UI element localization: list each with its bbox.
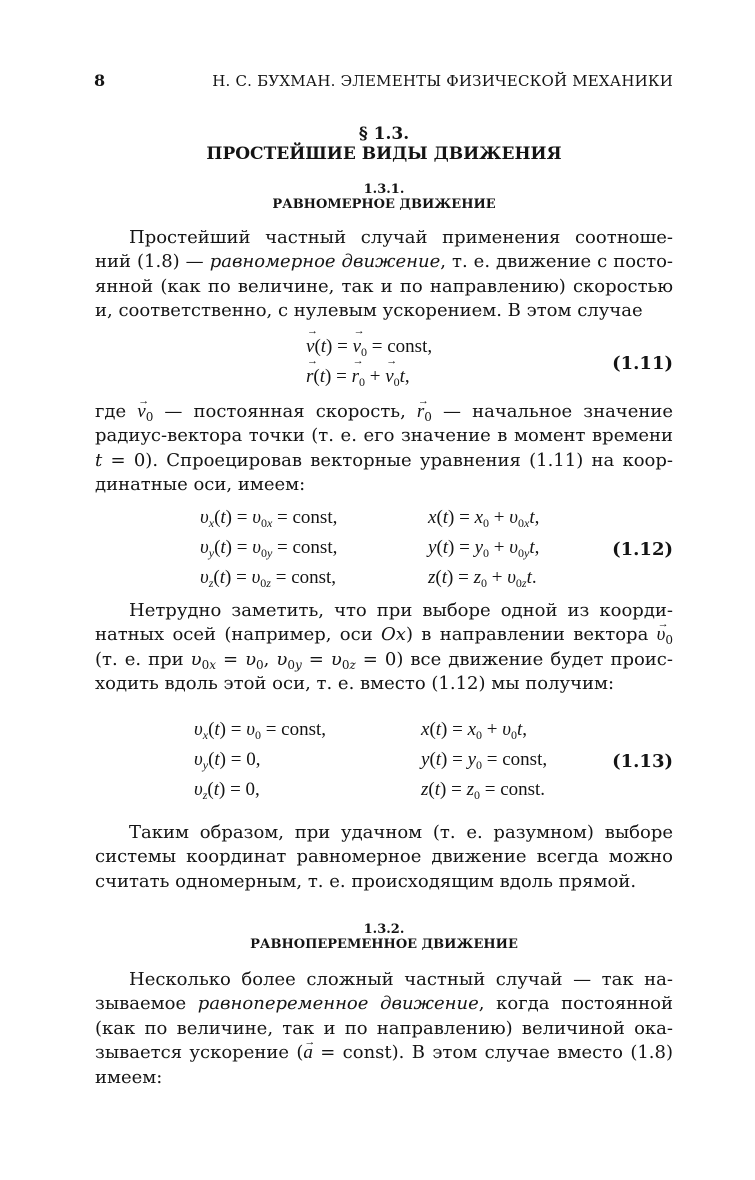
equation-1-11-line2: → r(t) = → $r_0$ + → $v_0t$, (306, 366, 410, 388)
equation-1-12-vy: $\upsilon_y(t) = \upsilon_{0y}$ = const, (200, 537, 338, 560)
text-line: Простейший частный случай применения соотноше- (129, 227, 673, 248)
section-title: ПРОСТЕЙШИЕ ВИДЫ ДВИЖЕНИЯ (206, 144, 562, 164)
equation-1-12-z: $z(t) = z_0 + \upsilon_{0z}t$. (428, 567, 537, 590)
text-line: зывается ускорение (→ a = const). В этом случае вместо (1.8) (95, 1041, 673, 1065)
paragraph-5 (95, 968, 673, 1090)
subsection-title: РАВНОПЕРЕМЕННОЕ ДВИЖЕНИЕ (250, 937, 518, 952)
equation-1-13-vz: $\upsilon_z(t) = 0$, (194, 779, 260, 802)
paragraph-4 (95, 821, 673, 894)
equation-1-12-x: $x(t) = x_0 + \upsilon_{0x}t$, (428, 507, 540, 530)
equation-1-13-z: $z(t) = z_0$ = const. (421, 779, 546, 802)
text-line: (как по величине, так и по направлению) величиной ока- (95, 1017, 673, 1039)
text-line: считать одномерным, т. е. происходящим вдоль прямой. (95, 870, 637, 892)
equation-number-1-11: (1.11) (612, 353, 673, 374)
equation-1-12-vz: $\upsilon_z(t) = \upsilon_{0z}$ = const, (200, 567, 337, 590)
text-line: Таким образом, при удачном (т. е. разумном) выборе (129, 822, 673, 843)
text-line: радиус-вектора точки (т. е. его значение в момент времени (95, 425, 673, 447)
text-line: где → $v_0$ — постоянная скорость, → $r_0$ — начальное значение (95, 400, 673, 424)
subsection-heading-2 (95, 922, 673, 952)
text-line: (т. е. при $\upsilon_{0x} = \upsilon_0$, $\upsilon_{0y} = \upsilon_{0z} = 0$) все движение будет проис- (95, 648, 673, 672)
section-heading (95, 124, 673, 164)
equation-1-12-vx: $\upsilon_x(t) = \upsilon_{0x}$ = const, (200, 507, 338, 530)
text-line: динатные оси, имеем: (95, 474, 306, 496)
text-line: имеем: (95, 1066, 163, 1088)
text-line: и, соответственно, с нулевым ускорением. В этом случае (95, 300, 643, 322)
equation-1-11-line1: → v(t) = → $v_0$ = const, (306, 336, 432, 358)
text-line: натных осей (например, оси Ox) в направлении вектора → $\upsilon_0$ (95, 623, 673, 647)
text-line: Нетрудно заметить, что при выборе одной из коорди- (129, 600, 673, 621)
text-line: Несколько более сложный частный случай — так на- (129, 969, 673, 990)
text-line: ходить вдоль этой оси, т. е. вместо (1.12) мы получим: (95, 673, 615, 695)
equation-1-12-y: $y(t) = y_0 + \upsilon_{0y}t$, (428, 537, 540, 560)
text-line: ний (1.8) — равномерное движение, т. е. движение с посто- (95, 251, 674, 273)
text-line: зываемое равнопеременное движение, когда постоянной (95, 993, 673, 1015)
text-line: янной (как по величине, так и по направлению) скоростью (95, 275, 673, 297)
equation-1-13-y: $y(t) = y_0$ = const, (421, 749, 548, 772)
equation-number-1-12: (1.12) (612, 539, 673, 560)
page-number: 8 (94, 71, 106, 90)
subsection-number: 1.3.2. (363, 922, 405, 937)
paragraph-3 (95, 599, 673, 697)
section-number: § 1.3. (358, 124, 410, 144)
equation-1-13-vx: $\upsilon_x(t) = \upsilon_0$ = const, (194, 719, 327, 742)
running-title: Н. С. БУХМАН. ЭЛЕМЕНТЫ ФИЗИЧЕСКОЙ МЕХАНИКИ (212, 72, 673, 90)
paragraph-1 (95, 226, 673, 324)
equation-1-13-x: $x(t) = x_0 + \upsilon_0t$, (421, 719, 528, 742)
subsection-number: 1.3.1. (363, 182, 405, 197)
text-line: системы координат равномерное движение всегда можно (95, 846, 673, 868)
paragraph-2 (95, 400, 673, 498)
text-line: t = 0). Спроецировав векторные уравнения (1.11) на коор- (95, 449, 673, 471)
subsection-heading-1 (95, 182, 673, 212)
subsection-title: РАВНОМЕРНОЕ ДВИЖЕНИЕ (272, 197, 496, 212)
equation-number-1-13: (1.13) (612, 751, 673, 772)
equation-1-13-vy: $\upsilon_y(t) = 0$, (194, 749, 261, 772)
